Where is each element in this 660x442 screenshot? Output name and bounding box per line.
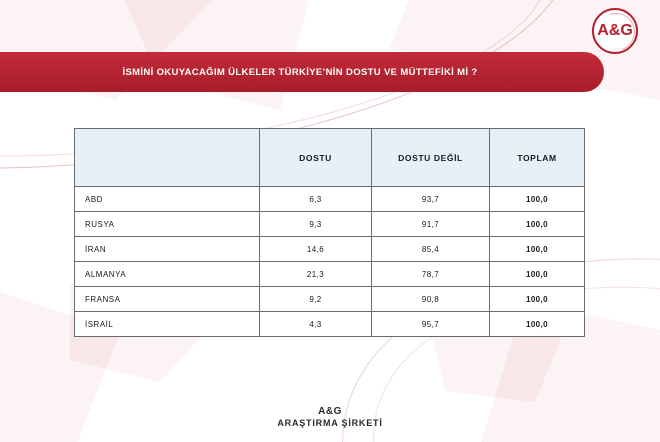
cell-toplam: 100,0 [490, 187, 585, 212]
page-title: İSMİNİ OKUYACAĞIM ÜLKELER TÜRKİYE’NİN DOSTU VE MÜTTEFİKİ Mİ ? [122, 66, 478, 78]
cell-dostu: 4,3 [260, 312, 372, 337]
cell-dostu-degil: 91,7 [372, 212, 490, 237]
table-row [75, 287, 585, 312]
cell-dostu: 14,6 [260, 237, 372, 262]
logo-label: A&G [597, 22, 633, 39]
cell-toplam: 100,0 [490, 212, 585, 237]
table-row [75, 212, 585, 237]
results-table [74, 128, 585, 337]
logo-swirl-icon [591, 7, 641, 57]
cell-toplam: 100,0 [490, 237, 585, 262]
cell-dostu-degil: 90,8 [372, 287, 490, 312]
cell-country: FRANSA [75, 287, 260, 312]
table-row [75, 237, 585, 262]
table-header-row [75, 129, 585, 187]
cell-dostu-degil: 85,4 [372, 237, 490, 262]
footer-brand: A&G [318, 406, 342, 417]
cell-toplam: 100,0 [490, 262, 585, 287]
cell-country: İSRAİL [75, 312, 260, 337]
cell-country: ABD [75, 187, 260, 212]
table-row [75, 187, 585, 212]
cell-country: ALMANYA [75, 262, 260, 287]
cell-dostu-degil: 93,7 [372, 187, 490, 212]
cell-toplam: 100,0 [490, 287, 585, 312]
results-table-container [74, 128, 584, 337]
table-row [75, 312, 585, 337]
column-header-country [75, 129, 260, 187]
cell-dostu: 21,3 [260, 262, 372, 287]
cell-dostu: 6,3 [260, 187, 372, 212]
brand-logo [592, 8, 638, 54]
cell-dostu: 9,2 [260, 287, 372, 312]
cell-country: İRAN [75, 237, 260, 262]
footer-subtitle: ARAŞTIRMA ŞİRKETİ [277, 418, 383, 428]
column-header-dostu: DOSTU [260, 129, 372, 187]
cell-dostu-degil: 78,7 [372, 262, 490, 287]
cell-toplam: 100,0 [490, 312, 585, 337]
cell-dostu-degil: 95,7 [372, 312, 490, 337]
column-header-toplam: TOPLAM [490, 129, 585, 187]
column-header-dostu-degil: DOSTU DEĞİL [372, 129, 490, 187]
table-row [75, 262, 585, 287]
cell-dostu: 9,3 [260, 212, 372, 237]
title-banner [0, 52, 604, 92]
footer [0, 406, 660, 428]
cell-country: RUSYA [75, 212, 260, 237]
